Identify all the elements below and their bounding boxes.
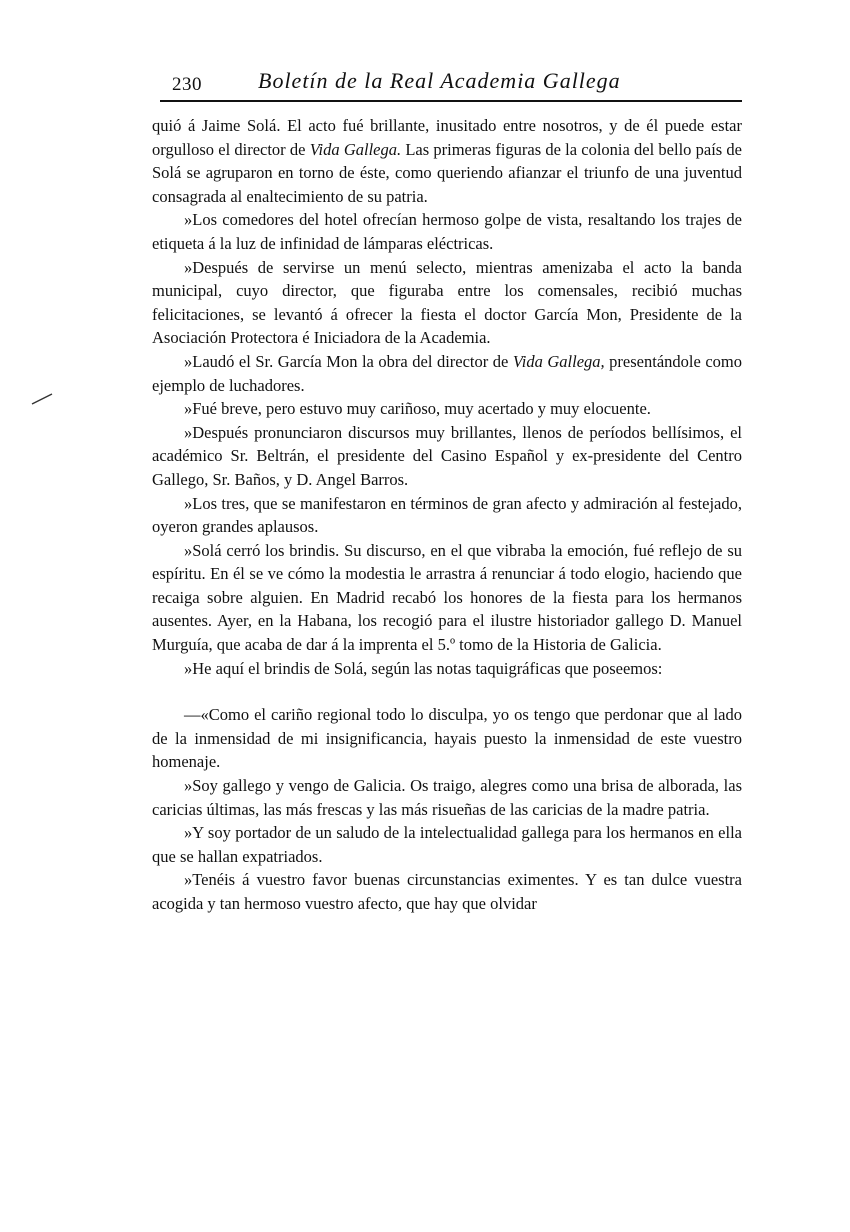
running-title: Boletín de la Real Academia Gallega <box>258 68 621 93</box>
margin-pencil-mark <box>30 392 54 406</box>
paragraph-7: »Los tres, que se manifestaron en términos de gran afecto y admiración al festejado, oyeron grandes aplausos. <box>152 493 742 537</box>
paragraph-6: »Después pronunciaron discursos muy brillantes, llenos de períodos bellísimos, el académico Sr. Beltrán, el presidente del Casino Español y ex-presidente del Centro Gallego, Sr. Baños, y D. Angel Barros. <box>152 422 742 489</box>
paragraph-9: »He aquí el brindis de Solá, según las notas taquigráficas que poseemos: <box>184 658 663 678</box>
page-header <box>160 68 742 102</box>
paragraph-13: »Tenéis á vuestro favor buenas circunstancias eximentes. Y es tan dulce vuestra acogida y tan hermoso vuestro afecto, que hay que olvidar <box>152 870 742 913</box>
header-rule <box>160 100 742 102</box>
body-text <box>152 114 742 916</box>
paragraph-5: »Fué breve, pero estuvo muy cariñoso, muy acertado y muy elocuente. <box>184 399 651 419</box>
paragraph-12: »Y soy portador de un saludo de la intelectualidad gallega para los hermanos en ella que se hallan expatriados. <box>152 823 742 866</box>
italic-title: Vida Gallega. <box>309 139 402 159</box>
paragraph-4: »Laudó el Sr. García Mon la obra del director de Vida Gallega, presentándole como ejemplo de luchadores. <box>152 351 742 395</box>
paragraph-1: quió á Jaime Solá. El acto fué brillante, inusitado entre nosotros, y de él puede estar orgulloso el director de Vida Gallega. Las primeras figuras de la colonia del bello país de Solá se agruparon en torno de éste, como queriendo afianzar el triunfo de una juventud consagrada al enaltecimiento de su patria. <box>152 116 742 206</box>
paragraph-10: —«Como el cariño regional todo lo disculpa, yo os tengo que perdonar que al lado de la inmensidad de mi insignificancia, hayais puesto la inmensidad de este vuestro homenaje. <box>152 705 742 772</box>
paragraph-11: »Soy gallego y vengo de Galicia. Os traigo, alegres como una brisa de alborada, las caricias últimas, las más frescas y las más risueñas de las caricias de la madre patria. <box>152 776 742 819</box>
paragraph-8: »Solá cerró los brindis. Su discurso, en el que vibraba la emoción, fué reflejo de su espíritu. En él se ve cómo la modestia le arrastra á renunciar á todo elogio, haciendo que recaiga sobre alguien. En Madrid recabó los honores de la fiesta para los hermanos ausentes. Ayer, en la Habana, los recogió para el ilustre historiador gallego D. Manuel Murguía, que acaba de dar á la imprenta el 5.º tomo de la Historia de Galicia. <box>152 540 742 655</box>
italic-title: Vida Gallega, <box>512 351 605 371</box>
paragraph-3: »Después de servirse un menú selecto, mientras amenizaba el acto la banda municipal, cuyo director, que figuraba entre los comensales, recibió muchas felicitaciones, se levantó á ofrecer la fiesta el doctor García Mon, Presidente de la Asociación Protectora é Iniciadora de la Academia. <box>152 257 742 348</box>
paragraph-2: »Los comedores del hotel ofrecían hermoso golpe de vista, resaltando los trajes de etiqueta á la luz de infinidad de lámparas eléctricas. <box>152 210 742 253</box>
page-number: 230 <box>172 74 202 95</box>
